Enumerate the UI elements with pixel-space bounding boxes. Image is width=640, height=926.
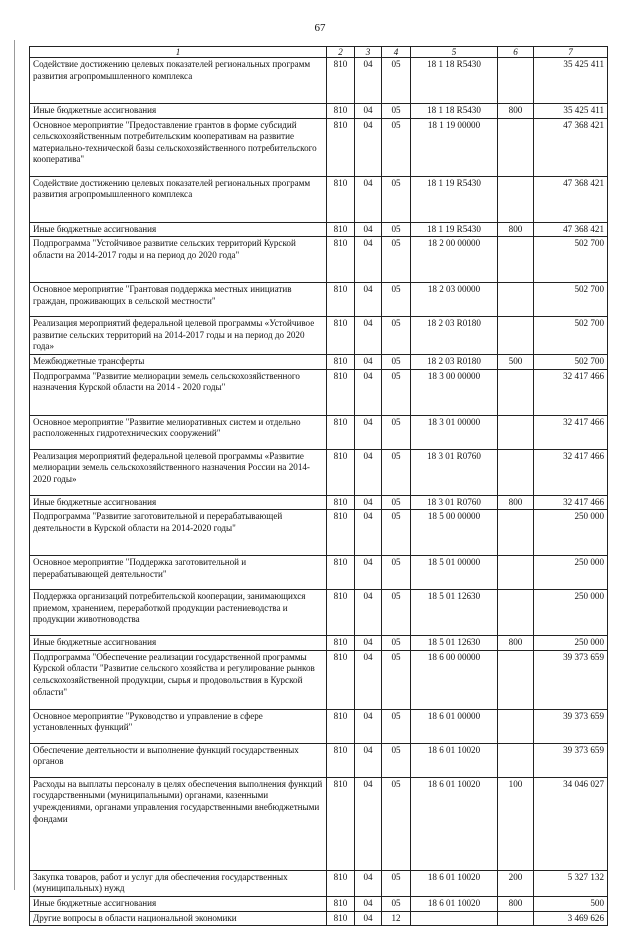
cell-pr: 05	[382, 58, 411, 104]
cell-vr	[498, 283, 534, 317]
cell-amount: 3 469 626	[534, 911, 608, 926]
cell-rz: 04	[355, 636, 382, 651]
cell-vr: 800	[498, 896, 534, 911]
cell-rz: 04	[355, 510, 382, 556]
cell-csr: 18 2 03 R0180	[411, 354, 498, 369]
cell-gr: 810	[327, 283, 355, 317]
cell-csr: 18 6 01 10020	[411, 777, 498, 870]
cell-pr: 05	[382, 118, 411, 176]
cell-vr	[498, 449, 534, 495]
cell-vr	[498, 743, 534, 777]
cell-gr: 810	[327, 636, 355, 651]
cell-amount: 34 046 027	[534, 777, 608, 870]
cell-rz: 04	[355, 911, 382, 926]
cell-gr: 810	[327, 176, 355, 222]
cell-gr: 810	[327, 104, 355, 119]
cell-name: Подпрограмма "Развитие мелиорации земель сельскохозяйственного назначения Курской области на 2014 - 2020 годы"	[30, 369, 327, 415]
cell-csr: 18 1 18 R5430	[411, 58, 498, 104]
cell-csr: 18 3 01 00000	[411, 415, 498, 449]
cell-csr: 18 1 18 R5430	[411, 104, 498, 119]
cell-pr: 05	[382, 415, 411, 449]
column-header: 1	[30, 47, 327, 58]
cell-name: Поддержка организаций потребительской кооперации, занимающихся приемом, хранением, переработкой продукции растениеводства и продукции животноводства	[30, 590, 327, 636]
cell-gr: 810	[327, 495, 355, 510]
table-row	[30, 870, 608, 896]
cell-gr: 810	[327, 58, 355, 104]
cell-vr: 500	[498, 354, 534, 369]
cell-amount: 250 000	[534, 636, 608, 651]
cell-rz: 04	[355, 317, 382, 355]
cell-amount: 502 700	[534, 237, 608, 283]
cell-pr: 05	[382, 590, 411, 636]
cell-csr: 18 6 00 00000	[411, 650, 498, 709]
cell-csr: 18 3 00 00000	[411, 369, 498, 415]
table-row	[30, 104, 608, 119]
cell-name: Иные бюджетные ассигнования	[30, 222, 327, 237]
cell-csr	[411, 911, 498, 926]
cell-csr: 18 2 00 00000	[411, 237, 498, 283]
cell-rz: 04	[355, 896, 382, 911]
cell-gr: 810	[327, 415, 355, 449]
cell-gr: 810	[327, 369, 355, 415]
table-row	[30, 237, 608, 283]
cell-amount: 250 000	[534, 590, 608, 636]
cell-rz: 04	[355, 590, 382, 636]
column-header: 3	[355, 47, 382, 58]
table-row	[30, 415, 608, 449]
table-row	[30, 176, 608, 222]
cell-vr: 800	[498, 495, 534, 510]
cell-pr: 05	[382, 709, 411, 743]
cell-gr: 810	[327, 590, 355, 636]
cell-rz: 04	[355, 870, 382, 896]
page-number: 67	[314, 22, 326, 34]
table-row	[30, 449, 608, 495]
left-margin-line	[14, 40, 15, 890]
table-row	[30, 118, 608, 176]
cell-pr: 05	[382, 495, 411, 510]
cell-csr: 18 5 01 12630	[411, 590, 498, 636]
cell-name: Подпрограмма "Устойчивое развитие сельских территорий Курской области на 2014-2017 годы и на период до 2020 года"	[30, 237, 327, 283]
cell-vr	[498, 317, 534, 355]
cell-pr: 05	[382, 777, 411, 870]
cell-name: Обеспечение деятельности и выполнение функций государственных органов	[30, 743, 327, 777]
cell-amount: 39 373 659	[534, 709, 608, 743]
table-row	[30, 743, 608, 777]
cell-pr: 05	[382, 870, 411, 896]
cell-name: Иные бюджетные ассигнования	[30, 104, 327, 119]
table-row	[30, 777, 608, 870]
cell-pr: 05	[382, 104, 411, 119]
cell-name: Реализация мероприятий федеральной целевой программы «Устойчивое развитие сельских территорий на 2014-2017 годы и на период до 2020 года»	[30, 317, 327, 355]
cell-csr: 18 5 01 00000	[411, 556, 498, 590]
cell-amount: 47 368 421	[534, 118, 608, 176]
table-row	[30, 354, 608, 369]
cell-gr: 810	[327, 777, 355, 870]
cell-vr	[498, 176, 534, 222]
cell-vr	[498, 650, 534, 709]
cell-gr: 810	[327, 237, 355, 283]
cell-gr: 810	[327, 449, 355, 495]
cell-amount: 32 417 466	[534, 415, 608, 449]
cell-name: Расходы на выплаты персоналу в целях обеспечения выполнения функций государственными (муниципальными) органами, казенными учреждениями, органами управления государственными внебюджетными фондами	[30, 777, 327, 870]
cell-rz: 04	[355, 118, 382, 176]
table-row	[30, 911, 608, 926]
table-row	[30, 510, 608, 556]
cell-amount: 47 368 421	[534, 222, 608, 237]
cell-csr: 18 6 01 00000	[411, 709, 498, 743]
cell-rz: 04	[355, 369, 382, 415]
cell-csr: 18 6 01 10020	[411, 896, 498, 911]
cell-name: Иные бюджетные ассигнования	[30, 636, 327, 651]
cell-amount: 502 700	[534, 317, 608, 355]
table-row	[30, 650, 608, 709]
cell-rz: 04	[355, 495, 382, 510]
cell-gr: 810	[327, 911, 355, 926]
cell-vr: 100	[498, 777, 534, 870]
cell-amount: 32 417 466	[534, 449, 608, 495]
cell-gr: 810	[327, 650, 355, 709]
cell-pr: 05	[382, 743, 411, 777]
cell-amount: 250 000	[534, 510, 608, 556]
cell-gr: 810	[327, 556, 355, 590]
cell-csr: 18 3 01 R0760	[411, 449, 498, 495]
table-row	[30, 590, 608, 636]
cell-csr: 18 5 01 12630	[411, 636, 498, 651]
table-row	[30, 556, 608, 590]
column-header: 6	[498, 47, 534, 58]
table-row	[30, 495, 608, 510]
cell-csr: 18 1 19 R5430	[411, 222, 498, 237]
cell-pr: 05	[382, 317, 411, 355]
cell-pr: 05	[382, 369, 411, 415]
cell-csr: 18 2 03 00000	[411, 283, 498, 317]
cell-gr: 810	[327, 896, 355, 911]
budget-table	[29, 46, 608, 926]
table-row	[30, 283, 608, 317]
cell-vr	[498, 118, 534, 176]
cell-rz: 04	[355, 176, 382, 222]
cell-vr	[498, 58, 534, 104]
cell-pr: 05	[382, 556, 411, 590]
cell-csr: 18 3 01 R0760	[411, 495, 498, 510]
column-header: 5	[411, 47, 498, 58]
cell-name: Содействие достижению целевых показателей региональных программ развития агропромышленного комплекса	[30, 176, 327, 222]
cell-pr: 12	[382, 911, 411, 926]
table-row	[30, 896, 608, 911]
cell-pr: 05	[382, 283, 411, 317]
table-row	[30, 58, 608, 104]
cell-pr: 05	[382, 510, 411, 556]
cell-rz: 04	[355, 650, 382, 709]
cell-amount: 502 700	[534, 354, 608, 369]
cell-rz: 04	[355, 104, 382, 119]
cell-rz: 04	[355, 283, 382, 317]
cell-amount: 500	[534, 896, 608, 911]
cell-amount: 35 425 411	[534, 104, 608, 119]
cell-gr: 810	[327, 354, 355, 369]
cell-csr: 18 1 19 00000	[411, 118, 498, 176]
cell-vr	[498, 510, 534, 556]
table-row	[30, 369, 608, 415]
cell-gr: 810	[327, 743, 355, 777]
table-header-row	[30, 47, 608, 58]
table-row	[30, 317, 608, 355]
cell-vr	[498, 556, 534, 590]
cell-rz: 04	[355, 237, 382, 283]
cell-name: Другие вопросы в области национальной экономики	[30, 911, 327, 926]
cell-vr	[498, 911, 534, 926]
cell-vr	[498, 415, 534, 449]
cell-gr: 810	[327, 118, 355, 176]
cell-rz: 04	[355, 777, 382, 870]
cell-rz: 04	[355, 743, 382, 777]
cell-gr: 810	[327, 222, 355, 237]
cell-name: Подпрограмма "Развитие заготовительной и перерабатывающей деятельности в Курской области на 2014-2020 годы"	[30, 510, 327, 556]
cell-pr: 05	[382, 222, 411, 237]
cell-vr	[498, 709, 534, 743]
cell-gr: 810	[327, 317, 355, 355]
cell-amount: 35 425 411	[534, 58, 608, 104]
cell-vr	[498, 237, 534, 283]
cell-amount: 502 700	[534, 283, 608, 317]
table-row	[30, 636, 608, 651]
cell-pr: 05	[382, 896, 411, 911]
cell-name: Межбюджетные трансферты	[30, 354, 327, 369]
table-row	[30, 709, 608, 743]
cell-gr: 810	[327, 510, 355, 556]
cell-pr: 05	[382, 650, 411, 709]
cell-rz: 04	[355, 222, 382, 237]
cell-vr: 200	[498, 870, 534, 896]
cell-vr	[498, 369, 534, 415]
cell-csr: 18 1 19 R5430	[411, 176, 498, 222]
cell-rz: 04	[355, 354, 382, 369]
cell-amount: 47 368 421	[534, 176, 608, 222]
cell-amount: 32 417 466	[534, 369, 608, 415]
cell-name: Реализация мероприятий федеральной целевой программы «Развитие мелиорации земель сельскохозяйственного назначения России на 2014-2020 годы»	[30, 449, 327, 495]
cell-name: Основное мероприятие "Предоставление грантов в форме субсидий сельскохозяйственным потребительским кооперативам на развитие материально-технической базы сельскохозяйственного потребительского кооператива"	[30, 118, 327, 176]
cell-rz: 04	[355, 556, 382, 590]
column-header: 4	[382, 47, 411, 58]
cell-name: Иные бюджетные ассигнования	[30, 495, 327, 510]
cell-csr: 18 2 03 R0180	[411, 317, 498, 355]
cell-amount: 32 417 466	[534, 495, 608, 510]
cell-amount: 39 373 659	[534, 743, 608, 777]
cell-gr: 810	[327, 709, 355, 743]
cell-csr: 18 5 00 00000	[411, 510, 498, 556]
cell-name: Иные бюджетные ассигнования	[30, 896, 327, 911]
cell-name: Подпрограмма "Обеспечение реализации государственной программы Курской области "Развитие сельского хозяйства и регулирование рынков сельскохозяйственной продукции, сырья и продовольствия в Курской области"	[30, 650, 327, 709]
cell-csr: 18 6 01 10020	[411, 870, 498, 896]
cell-rz: 04	[355, 449, 382, 495]
column-header: 7	[534, 47, 608, 58]
cell-name: Основное мероприятие "Развитие мелиоративных систем и отдельно расположенных гидротехнических сооружений"	[30, 415, 327, 449]
cell-pr: 05	[382, 449, 411, 495]
cell-name: Основное мероприятие "Поддержка заготовительной и перерабатывающей деятельности"	[30, 556, 327, 590]
cell-vr	[498, 590, 534, 636]
table-row	[30, 222, 608, 237]
cell-vr: 800	[498, 222, 534, 237]
cell-rz: 04	[355, 415, 382, 449]
cell-amount: 5 327 132	[534, 870, 608, 896]
cell-vr: 800	[498, 636, 534, 651]
cell-pr: 05	[382, 354, 411, 369]
cell-rz: 04	[355, 709, 382, 743]
cell-name: Основное мероприятие "Руководство и управление в сфере установленных функций"	[30, 709, 327, 743]
cell-pr: 05	[382, 636, 411, 651]
cell-name: Закупка товаров, работ и услуг для обеспечения государственных (муниципальных) нужд	[30, 870, 327, 896]
cell-gr: 810	[327, 870, 355, 896]
cell-amount: 39 373 659	[534, 650, 608, 709]
cell-name: Основное мероприятие "Грантовая поддержка местных инициатив граждан, проживающих в сельской местности"	[30, 283, 327, 317]
cell-name: Содействие достижению целевых показателей региональных программ развития агропромышленного комплекса	[30, 58, 327, 104]
cell-amount: 250 000	[534, 556, 608, 590]
cell-csr: 18 6 01 10020	[411, 743, 498, 777]
column-header: 2	[327, 47, 355, 58]
cell-pr: 05	[382, 176, 411, 222]
cell-vr: 800	[498, 104, 534, 119]
cell-pr: 05	[382, 237, 411, 283]
cell-rz: 04	[355, 58, 382, 104]
